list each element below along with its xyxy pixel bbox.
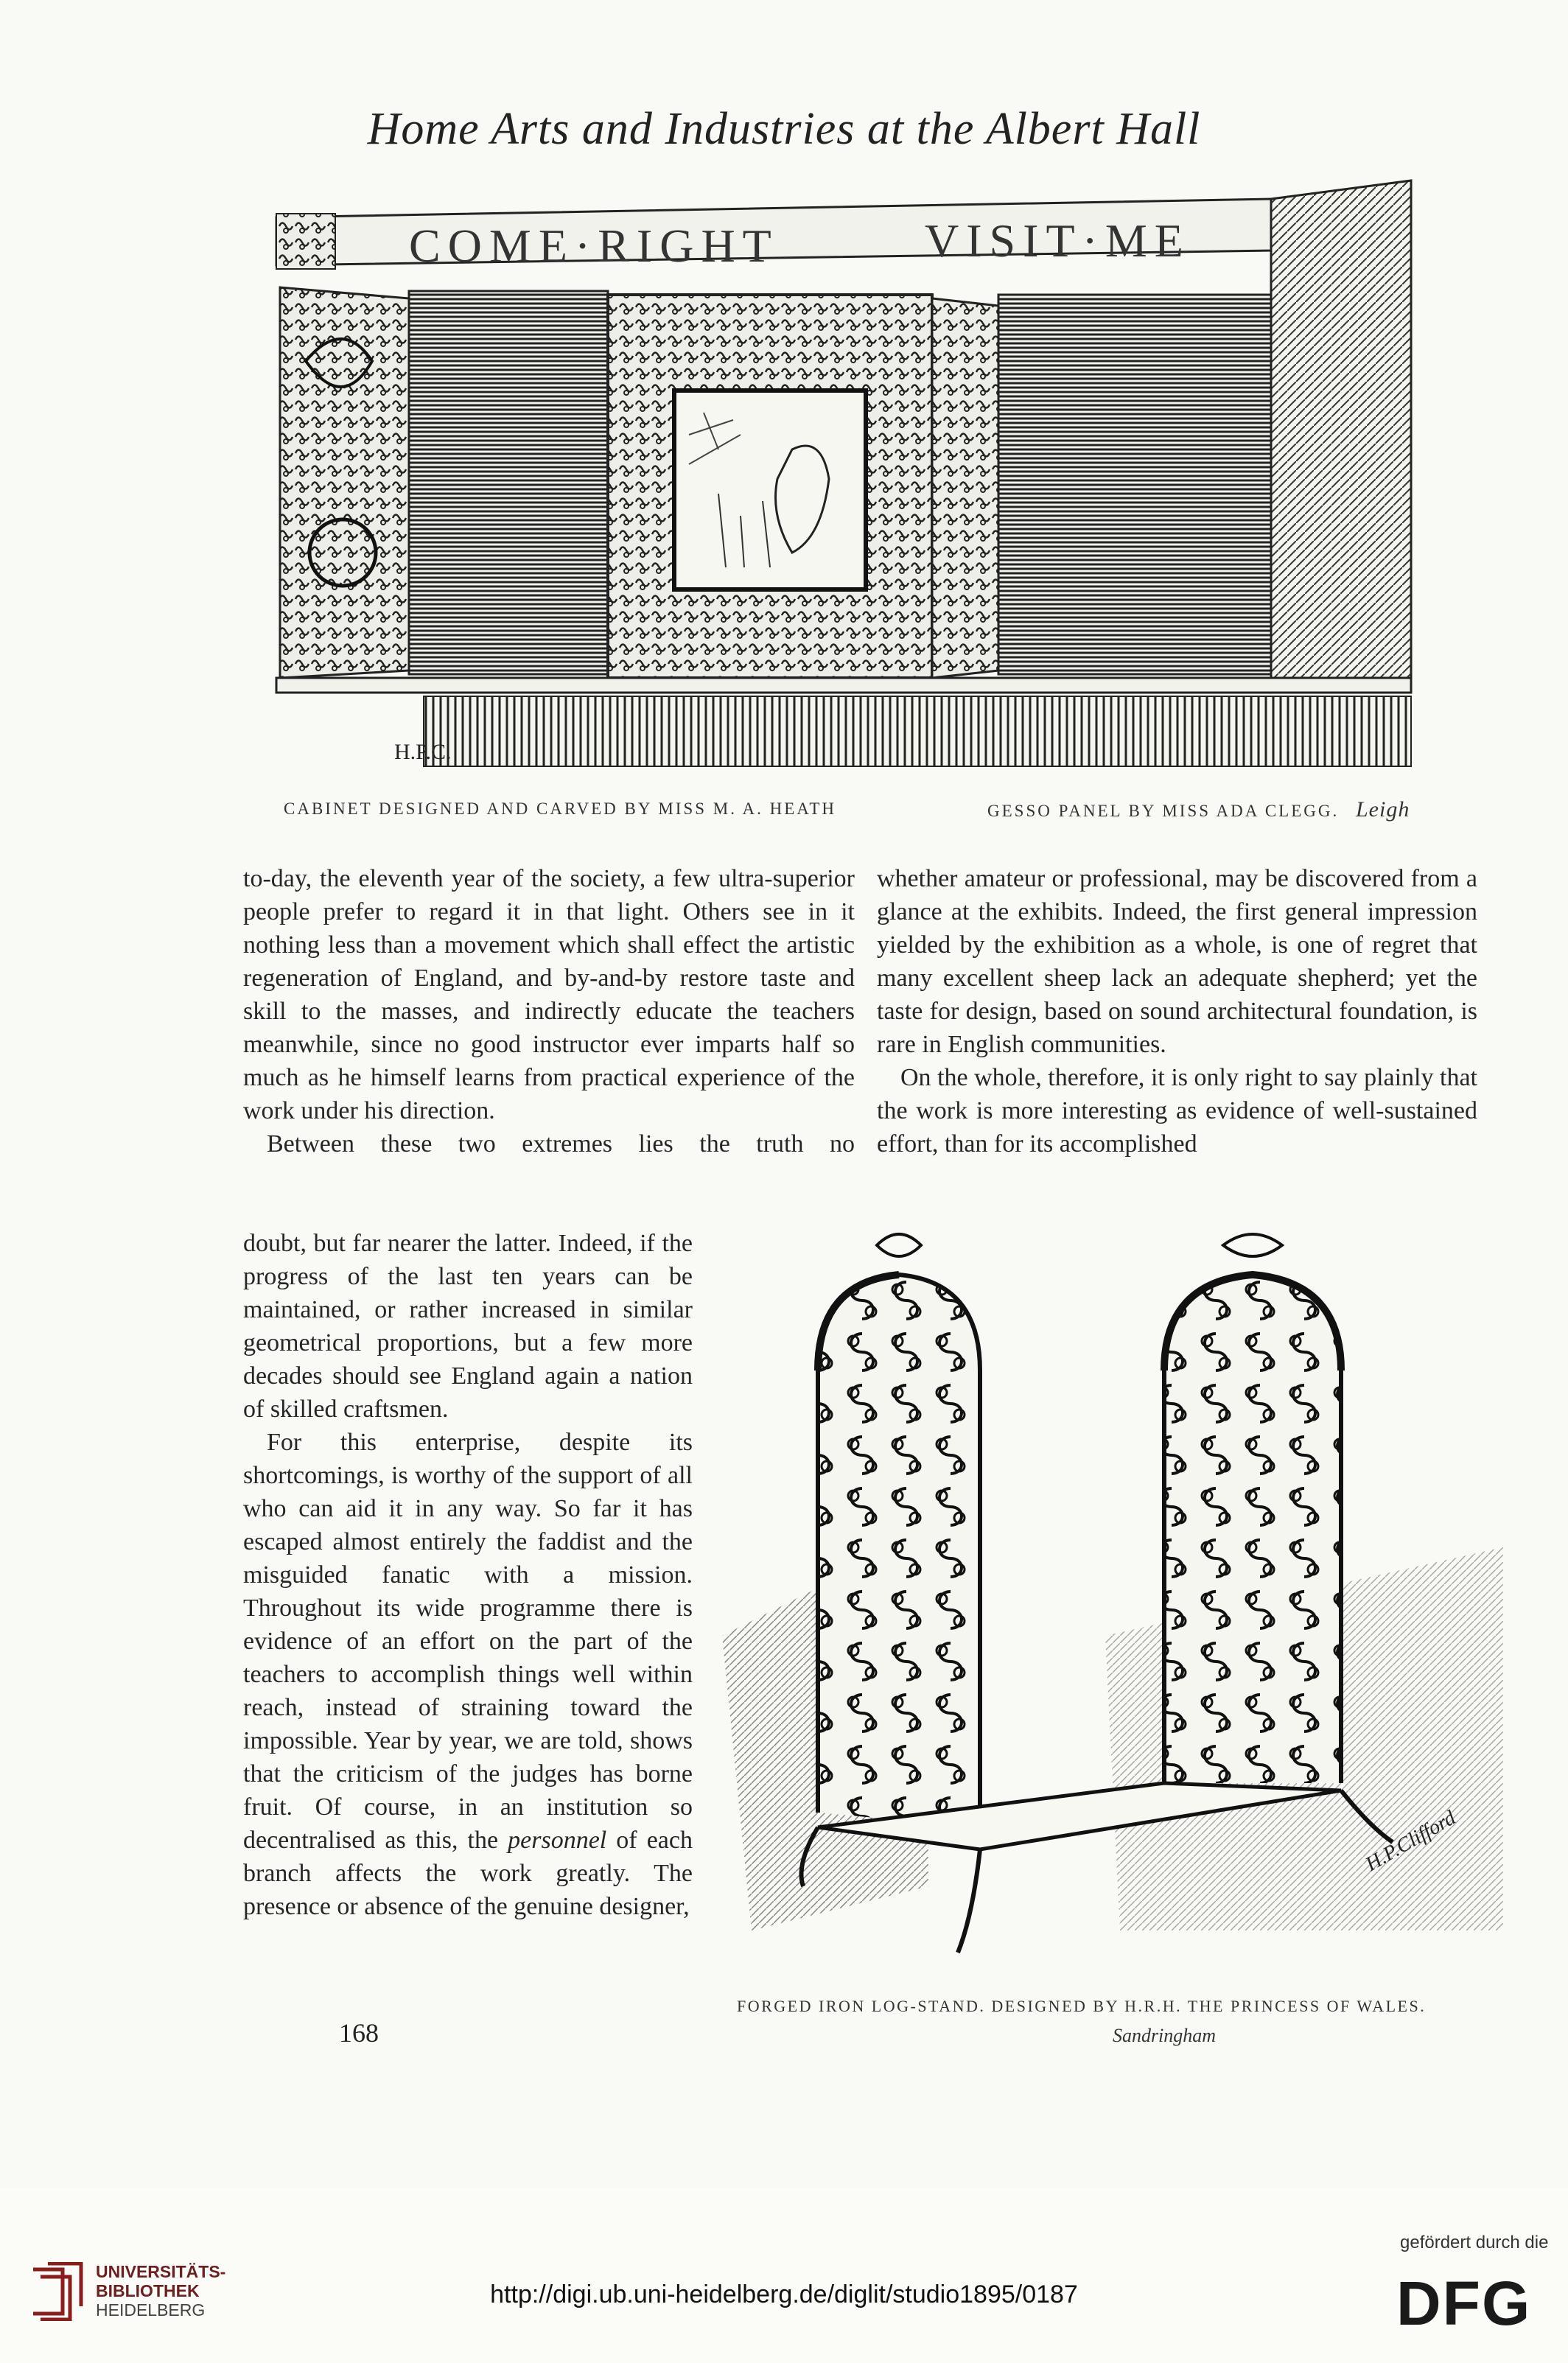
left-paragraph-2-end: doubt, but far nearer the latter. Indeed, if the progress of the last ten years can be maintained, or rather increased in similar geometrical proportions, but a few more decades should see England again a nation of skilled craftsmen. [243, 1230, 693, 1423]
logstand-illustration [707, 1223, 1533, 1989]
cabinet-caption-left: CABINET DESIGNED AND CARVED BY MISS M. A. HEATH [284, 799, 836, 818]
cabinet-caption-place: Leigh [1356, 797, 1410, 822]
cabinet-illustration [262, 169, 1441, 774]
left-paragraph-3-b: of each branch affects the work greatly. The presence or absence of the genuine designer, [243, 1827, 693, 1920]
left-paragraph-2-start: Between these two extremes lies the truth no [267, 1130, 855, 1158]
logstand-caption-place: Sandringham [1112, 2025, 1217, 2046]
left-column-upper [243, 862, 855, 1161]
right-paragraph-2: On the whole, therefore, it is only right to say plainly that the work is more interesting as evidence of well-sustained effort, than for its accomplished [877, 1064, 1477, 1158]
right-paragraph-1: whether amateur or professional, may be discovered from a glance at the exhibits. Indeed, the first general impression yielded by the exhibition as a whole, is one of regret that many excellent sheep lack an adequate shepherd; yet the taste for design, based on sound architectural foundation, is rare in English communities. [877, 865, 1477, 1058]
personnel-word: personnel [508, 1827, 607, 1854]
library-line-1: UNIVERSITÄTS- [96, 2262, 226, 2281]
running-title: Home Arts and Industries at the Albert Hall [367, 104, 1201, 154]
right-column [877, 862, 1477, 1161]
cabinet-signature: H.P.C. [394, 740, 452, 764]
dfg-logo: DFG [1396, 2269, 1532, 2338]
cabinet-carved-text-right: VISIT·ME [925, 214, 1191, 267]
logstand-caption: FORGED IRON LOG-STAND. DESIGNED BY H.R.H. THE PRINCESS OF WALES. [737, 1997, 1427, 2015]
left-paragraph-3 [243, 1426, 693, 1923]
left-paragraph-3-a: For this enterprise, despite its shortcomings, is worthy of the support of all who can aid it in any way. So far it has escaped almost entirely the faddist and the misguided fanatic with a mission. Throughout its wide programme there is evidence of an effort on the part of the teachers to accomplish things well within reach, instead of straining toward the impossible. Year by year, we are told, shows that the criticism of the judges has borne fruit. Of course, in an institution so decentralised as this, the [243, 1429, 693, 1854]
cabinet-carved-text-left: COME·RIGHT [409, 220, 779, 272]
source-url-link[interactable]: http://digi.ub.uni-heidelberg.de/diglit/studio1895/0187 [490, 2280, 1078, 2308]
left-column-lower [243, 1227, 693, 1923]
digitization-footer [0, 2188, 1568, 2363]
cabinet-caption-right-text: GESSO PANEL BY MISS ADA CLEGG. [987, 802, 1340, 820]
left-paragraph-1: to-day, the eleventh year of the society, a few ultra-superior people prefer to regard it in that light. Others see in it nothing less than a movement which shall effect the artistic regeneration of England, and by-and-by restore taste and skill to the masses, and indirectly educate the teachers meanwhile, since no good instructor ever imparts half so much as he himself learns from practical experience of the work under his direction. [243, 865, 855, 1124]
page-number: 168 [339, 2018, 379, 2048]
library-line-2: BIBLIOTHEK [96, 2281, 200, 2300]
funded-by-label: gefördert durch die [1400, 2233, 1549, 2252]
cabinet-caption-right [987, 797, 1410, 822]
library-line-3: HEIDELBERG [96, 2300, 206, 2320]
logstand-signature: H.P.Clifford [1362, 1806, 1460, 1877]
